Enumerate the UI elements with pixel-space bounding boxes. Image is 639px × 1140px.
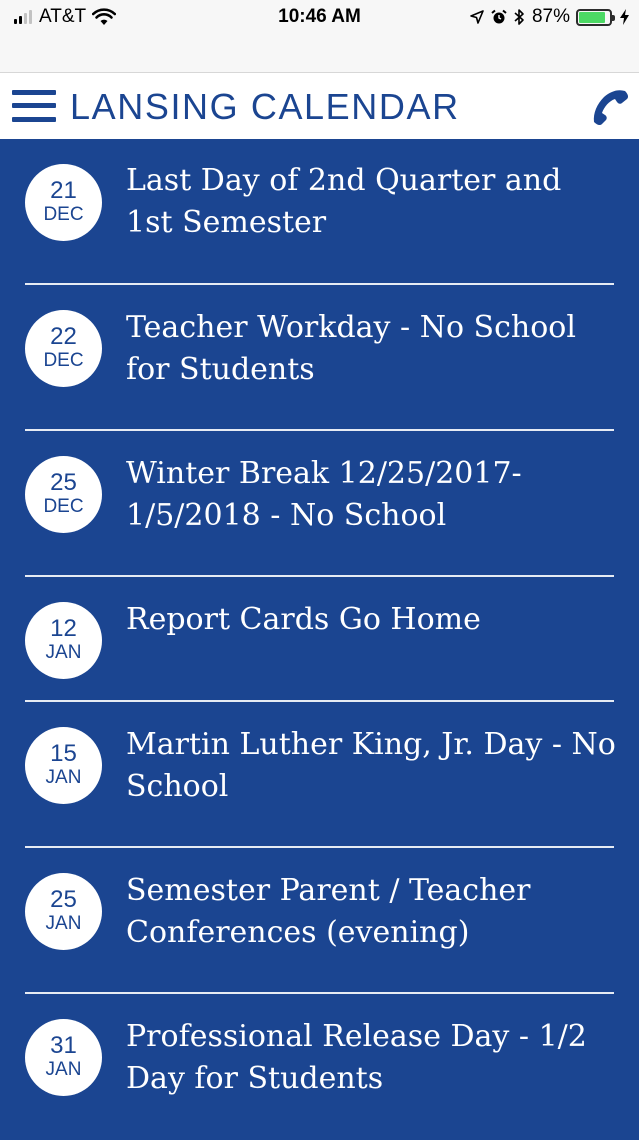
event-day: 31 <box>50 1032 77 1059</box>
event-title: Professional Release Day - 1/2 Day for Students <box>126 1019 587 1096</box>
battery-icon <box>576 9 612 26</box>
event-month: JAN <box>45 642 82 663</box>
hamburger-menu-icon[interactable] <box>12 90 56 122</box>
carrier-label: AT&T <box>39 6 87 27</box>
date-badge <box>25 727 102 804</box>
event-title: Semester Parent / Teacher Conferences (evening) <box>126 873 531 950</box>
event-month: JAN <box>45 1059 82 1080</box>
charging-icon <box>620 9 629 25</box>
status-right <box>470 5 629 29</box>
event-day: 25 <box>50 469 77 496</box>
event-month: DEC <box>43 496 84 517</box>
date-badge <box>25 1019 102 1096</box>
event-item-4[interactable] <box>0 577 639 702</box>
app-header <box>0 72 639 139</box>
event-month: JAN <box>45 913 82 934</box>
event-item-6[interactable] <box>0 848 639 994</box>
page-title: LANSING CALENDAR <box>70 86 460 127</box>
event-title: Martin Luther King, Jr. Day - No School <box>126 727 616 804</box>
event-title: Teacher Workday - No School for Students <box>126 310 576 387</box>
event-day: 15 <box>50 740 77 767</box>
phone-icon[interactable] <box>591 87 631 127</box>
alarm-icon <box>491 9 507 25</box>
event-title: Report Cards Go Home <box>126 602 481 637</box>
event-day: 22 <box>50 323 77 350</box>
battery-percent: 87% <box>531 6 570 27</box>
date-badge <box>25 456 102 533</box>
event-month: JAN <box>45 767 82 788</box>
bluetooth-icon <box>514 8 525 26</box>
event-month: DEC <box>43 204 84 225</box>
event-list <box>0 139 639 1140</box>
event-item-7[interactable] <box>0 994 639 1140</box>
event-item-2[interactable] <box>0 285 639 431</box>
date-badge <box>25 310 102 387</box>
event-item-1[interactable] <box>0 139 639 285</box>
status-bar <box>0 0 639 72</box>
event-item-5[interactable] <box>0 702 639 848</box>
status-time: 10:46 AM <box>278 6 361 27</box>
date-badge <box>25 873 102 950</box>
event-month: DEC <box>43 350 84 371</box>
event-day: 21 <box>50 177 77 204</box>
date-badge <box>25 602 102 679</box>
event-title: Winter Break 12/25/2017-1/5/2018 - No School <box>126 456 522 533</box>
event-day: 25 <box>50 886 77 913</box>
event-item-3[interactable] <box>0 431 639 577</box>
event-day: 12 <box>50 615 77 642</box>
date-badge <box>25 164 102 241</box>
event-title: Last Day of 2nd Quarter and 1st Semester <box>126 163 562 240</box>
battery-fill <box>579 12 605 23</box>
location-icon <box>470 10 484 24</box>
